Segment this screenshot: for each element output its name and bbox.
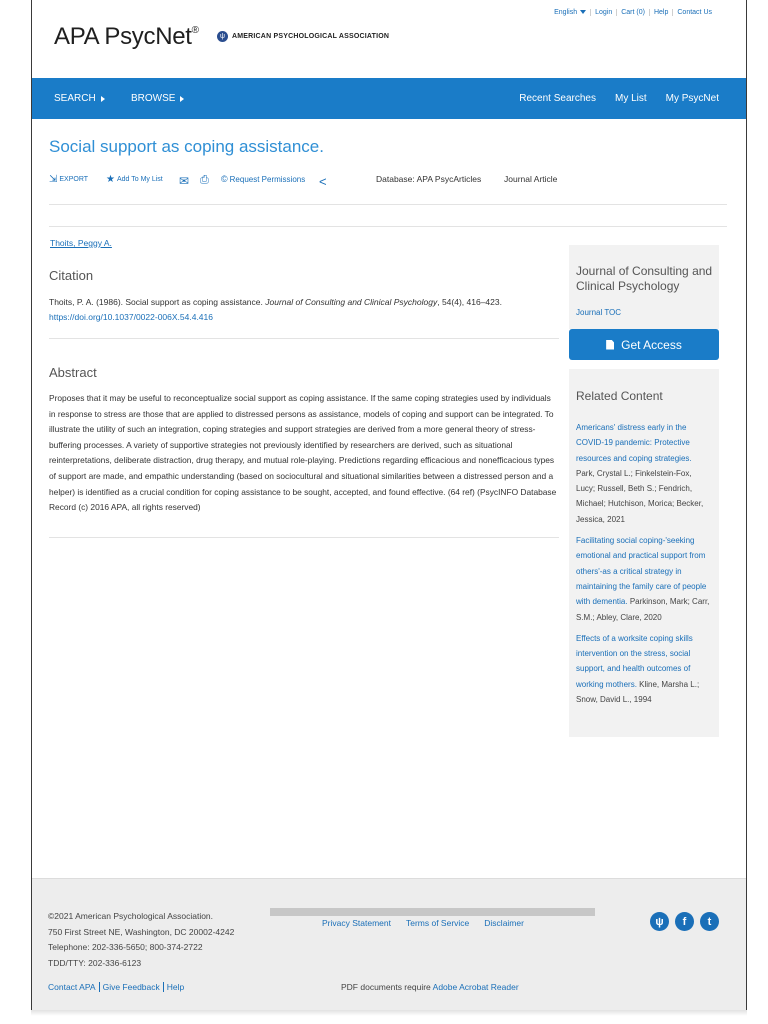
pdf-note	[341, 982, 519, 992]
registered-mark: ®	[191, 25, 199, 36]
doi-link[interactable]: https://doi.org/10.1037/0022-006X.54.4.416	[49, 312, 213, 322]
site-footer	[32, 878, 746, 1010]
divider	[49, 204, 727, 205]
journal-box	[569, 245, 719, 329]
footer-links	[322, 918, 524, 928]
footer-street: 750 First Street NE, Washington, DC 20002-4242	[48, 926, 235, 937]
contact-link[interactable]: Contact Us	[672, 9, 716, 16]
citation-text	[49, 295, 569, 325]
email-button[interactable]	[179, 174, 189, 188]
cart-link[interactable]: Cart (0)	[616, 9, 649, 16]
nav-my-list[interactable]: My List	[614, 93, 647, 104]
login-link[interactable]: Login	[590, 9, 616, 16]
related-item	[576, 420, 712, 527]
citation-heading: Citation	[49, 268, 94, 283]
export-button[interactable]	[49, 174, 88, 185]
doc-type-label: Journal Article	[504, 174, 558, 184]
org-name: AMERICAN PSYCHOLOGICAL ASSOCIATION	[232, 33, 390, 40]
request-permissions-button[interactable]	[221, 174, 305, 184]
citation-journal: Journal of Consulting and Clinical Psychology	[265, 297, 438, 307]
share-button[interactable]	[319, 174, 327, 189]
social-links	[650, 912, 719, 931]
acrobat-link[interactable]: Adobe Acrobat Reader	[432, 982, 519, 992]
nav-my-psycnet[interactable]: My PsycNet	[665, 93, 719, 104]
terms-link[interactable]: Terms of Service	[405, 918, 470, 928]
nav-browse[interactable]	[131, 93, 184, 104]
related-item-link[interactable]: Americans' distress early in the COVID-19 pandemic: Protective resources and coping strategies.	[576, 423, 692, 463]
facebook-icon[interactable]: f	[675, 912, 694, 931]
journal-title[interactable]: Journal of Consulting and Clinical Psychology	[576, 264, 713, 293]
printer-icon: ⎙	[200, 174, 209, 186]
star-icon: ★	[106, 174, 115, 185]
envelope-icon: ✉	[179, 174, 190, 188]
logo-text: APA PsycNet	[54, 23, 192, 50]
apa-psycnet-logo[interactable]	[54, 23, 199, 51]
abstract-heading: Abstract	[49, 365, 97, 380]
related-item-authors: Park, Crystal L.; Finkelstein-Fox, Lucy; Russell, Beth S.; Fendrich, Michael; Hutchison, Morica; Becker, Jessica, 2021	[576, 468, 704, 524]
related-item	[576, 533, 712, 625]
related-item-authors: Kline, Marsha L.; Snow, David L., 1994	[576, 679, 700, 705]
footer-help-link[interactable]: Help	[163, 982, 184, 992]
article-actions	[49, 174, 609, 188]
divider	[49, 226, 727, 227]
add-to-list-button[interactable]	[106, 174, 163, 185]
author-link[interactable]: Thoits, Peggy A.	[50, 238, 112, 248]
export-icon: ⇲	[49, 174, 58, 185]
divider	[49, 537, 559, 538]
related-item-link[interactable]: Facilitating social coping-'seeking emotional and practical support from others'-as a critical strategy in maintaining the family care of people with dementia.	[576, 536, 707, 607]
pdf-note-text: PDF documents require	[341, 982, 433, 992]
caret-right-icon	[101, 96, 105, 102]
footer-bar	[270, 908, 595, 916]
contact-apa-link[interactable]: Contact APA	[48, 982, 96, 992]
copyright-icon: ©	[221, 174, 228, 184]
apa-seal-icon: ψ	[217, 31, 228, 42]
related-heading: Related Content	[576, 389, 663, 403]
article-title: Social support as coping assistance.	[49, 137, 324, 156]
nav-search[interactable]	[54, 93, 105, 104]
footer-bottom-links	[48, 982, 184, 992]
divider	[49, 338, 559, 339]
chevron-down-icon	[580, 10, 586, 14]
footer-tdd: TDD/TTY: 202-336-6123	[48, 958, 142, 969]
page-frame	[31, 0, 747, 1010]
footer-copyright: ©2021 American Psychological Association.	[48, 911, 214, 921]
related-item-link[interactable]: Effects of a worksite coping skills intervention on the stress, social support, and health outcomes of working mothers.	[576, 633, 693, 689]
related-content	[569, 369, 719, 737]
document-icon	[606, 340, 614, 350]
site-header	[32, 0, 746, 78]
citation-post: , 54(4), 416–423.	[437, 297, 502, 307]
citation-pre: Thoits, P. A. (1986). Social support as coping assistance.	[49, 297, 266, 307]
apa-blog-icon[interactable]: ψ	[650, 912, 669, 931]
abstract-text: Proposes that it may be useful to reconceptualize social support as coping assistance. If the same coping strategies used by individuals in response to stress are those that are applied to distressed persons as assistance, models of coping and support can be integrated. To illustrate the utility of such an integration, coping strategies and support strategies are derived from a more general theory of stress-buffering processes. A variety of supportive strategies not previously identified by researchers are derived, such as situational reinterpretations, deliberate distraction, drug therapy, and mutual role-playing. Predictions regarding efficacious and nonefficacious types of support are made, and empathic understanding (based on sociocultural and situational similarities between a distressed person and a helper) is identified as a crucial condition for coping assistance to be sought, accepted, and found effective. (64 ref) (PsycINFO Database Record (c) 2016 APA, all rights reserved)	[49, 393, 557, 513]
give-feedback-link[interactable]: Give Feedback	[99, 982, 160, 992]
main-nav	[32, 78, 746, 119]
nav-recent-searches[interactable]: Recent Searches	[519, 93, 596, 104]
disclaimer-link[interactable]: Disclaimer	[484, 918, 524, 928]
language-select[interactable]: English	[550, 9, 590, 16]
add-to-list-label: Add To My List	[116, 176, 163, 183]
nav-browse-label: BROWSE	[131, 93, 176, 104]
related-item-authors: Parkinson, Mark; Carr, S.M.; Abley, Clare, 2020	[576, 597, 710, 622]
footer-address	[48, 909, 234, 972]
twitter-icon[interactable]: t	[700, 912, 719, 931]
request-permissions-label: Request Permissions	[229, 174, 306, 184]
apa-org-logo[interactable]	[217, 31, 389, 42]
export-label: EXPORT	[59, 176, 89, 183]
related-item	[576, 631, 712, 707]
caret-right-icon	[180, 96, 184, 102]
journal-toc-link[interactable]: Journal TOC	[576, 308, 622, 317]
privacy-link[interactable]: Privacy Statement	[322, 918, 391, 928]
top-links	[550, 9, 716, 16]
nav-search-label: SEARCH	[54, 93, 96, 104]
get-access-label: Get Access	[621, 337, 682, 352]
print-button[interactable]	[200, 174, 209, 187]
get-access-button[interactable]	[569, 329, 719, 360]
share-icon: <	[319, 174, 327, 189]
help-link[interactable]: Help	[649, 9, 672, 16]
database-label: Database: APA PsycArticles	[376, 174, 482, 184]
footer-telephone: Telephone: 202-336-5650; 800-374-2722	[48, 942, 203, 953]
